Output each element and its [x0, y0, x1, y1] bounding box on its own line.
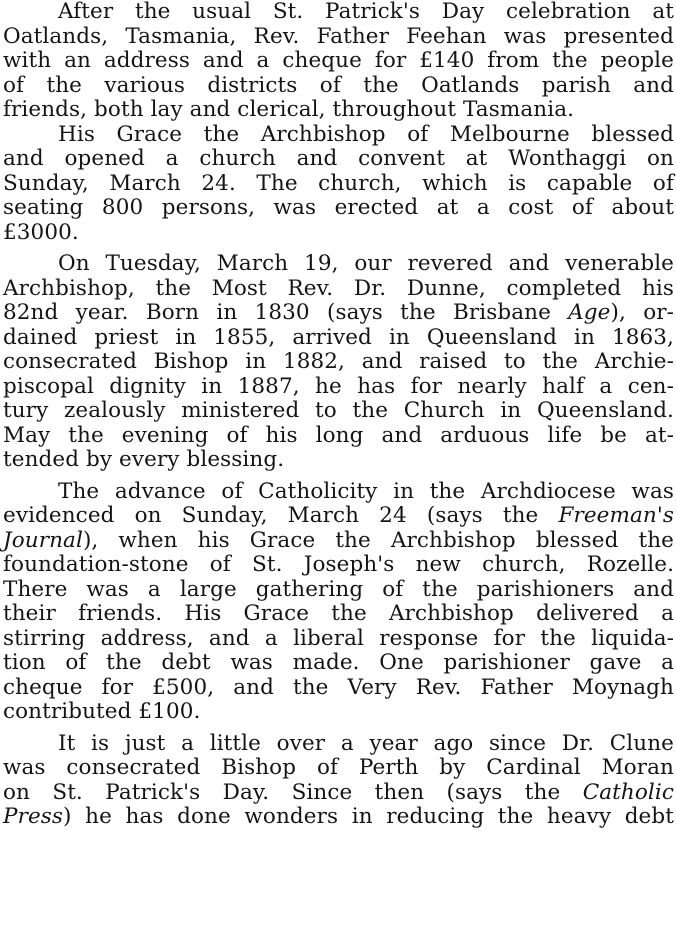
text-line: foundation-stone of St. Joseph's new church, Rozelle.: [3, 552, 674, 577]
text-line: cheque for £500, and the Very Rev. Father Moynagh: [3, 674, 674, 700]
text-line: consecrated Bishop in 1882, and raised to the Archie-: [3, 349, 674, 374]
text-line: with an address and a cheque for £140 from the people: [3, 48, 674, 73]
paragraph-oatlands: [3, 0, 674, 123]
text-line: of the various districts of the Oatlands parish and: [3, 72, 674, 98]
text-line: was consecrated Bishop of Perth by Cardinal Moran: [3, 755, 674, 780]
text-line: After the usual St. Patrick's Day celebration at: [58, 0, 674, 24]
text-line: tended by every blessing.: [3, 447, 285, 472]
text-line: friends, both lay and clerical, throughout Tasmania.: [3, 97, 575, 122]
text-line: Archbishop, the Most Rev. Dr. Dunne, completed his: [3, 275, 674, 301]
text-line: stirring address, and a liberal response for the liquida-: [3, 625, 674, 651]
text-line: and opened a church and convent at Wonthaggi on: [3, 146, 674, 171]
text-line: Oatlands, Tasmania, Rev. Father Feehan was presented: [3, 23, 674, 49]
text-line: contributed £100.: [3, 699, 201, 724]
paragraph-rozelle: [3, 480, 674, 725]
text-line: Sunday, March 24. The church, which is capable of: [3, 170, 674, 196]
text-line: tion of the debt was made. One parishioner gave a: [3, 650, 674, 675]
text-line: their friends. His Grace the Archbishop delivered a: [3, 601, 674, 626]
text-line: 82nd year. Born in 1830 (says the Brisbane Age), or-: [3, 300, 674, 325]
paragraph-wonthaggi: [3, 123, 674, 246]
text-line: Journal), when his Grace the Archbishop blessed the: [3, 527, 674, 553]
paragraph-dunne: [3, 252, 674, 473]
text-line: seating 800 persons, was erected at a cost of about: [3, 195, 674, 220]
text-line: £3000.: [3, 219, 79, 245]
text-line: Press) he has done wonders in reducing the heavy debt: [3, 804, 674, 829]
paragraph-clune: [3, 732, 674, 830]
text-line: dained priest in 1855, arrived in Queensland in 1863,: [3, 324, 674, 350]
text-line: piscopal dignity in 1887, he has for nearly half a cen-: [3, 373, 674, 399]
text-line: on St. Patrick's Day. Since then (says the Catholic: [3, 779, 674, 805]
text-line: On Tuesday, March 19, our revered and venerable: [58, 251, 674, 276]
text-line: There was a large gathering of the parishioners and: [3, 576, 674, 602]
text-line: evidenced on Sunday, March 24 (says the Freeman's: [3, 503, 674, 528]
text-line: It is just a little over a year ago since Dr. Clune: [58, 730, 674, 756]
text-line: The advance of Catholicity in the Archdiocese was: [58, 478, 674, 504]
text-line: tury zealously ministered to the Church in Queensland.: [3, 398, 674, 423]
text-line: His Grace the Archbishop of Melbourne blessed: [58, 121, 674, 147]
text-line: May the evening of his long and arduous life be at-: [3, 422, 674, 448]
